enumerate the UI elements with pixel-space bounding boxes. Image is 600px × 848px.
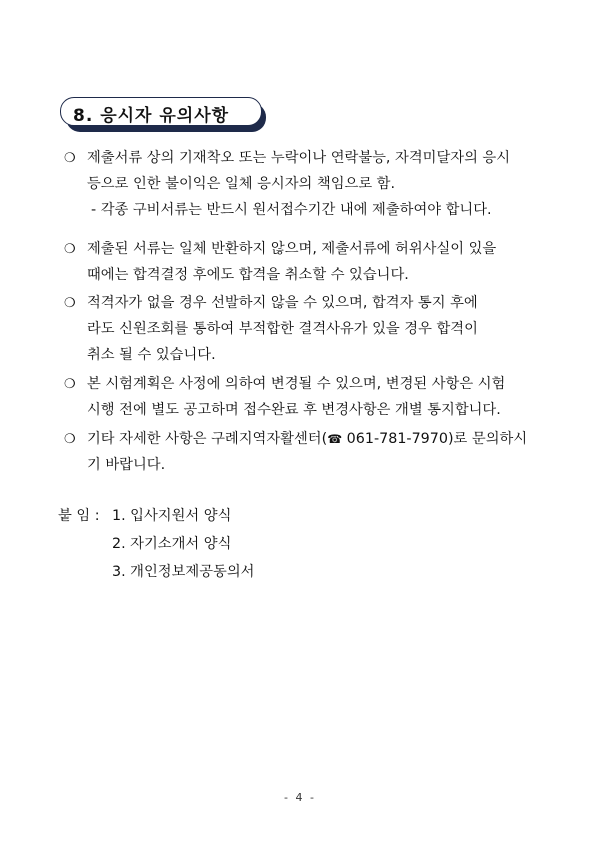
notice-item-3-line-2: 라도 신원조회를 통하여 부적합한 결격사유가 있을 경우 합격이 bbox=[87, 321, 478, 337]
bullet-icon: ❍ bbox=[64, 432, 76, 447]
notice-item-5 bbox=[64, 426, 550, 478]
notice-item-1-line-2: 등으로 인한 불이익은 일체 응시자의 책임으로 함. bbox=[87, 176, 396, 192]
bullet-icon: ❍ bbox=[64, 151, 76, 166]
phone-icon: ☎ bbox=[327, 432, 343, 446]
attachment-row-3 bbox=[58, 558, 254, 586]
section-heading-box bbox=[60, 97, 265, 130]
notice-item-2-line-1: 제출된 서류는 일체 반환하지 않으며, 제출서류에 허위사실이 있을 bbox=[87, 241, 497, 257]
attachment-item: 2. 자기소개서 양식 bbox=[112, 536, 232, 552]
notice-item-5-text-a: 기타 자세한 사항은 구례지역자활센터( bbox=[87, 431, 328, 447]
notice-item-1-line-1: 제출서류 상의 기재착오 또는 누락이나 연락불능, 자격미달자의 응시 bbox=[87, 150, 511, 166]
notice-item-1 bbox=[64, 145, 550, 223]
notice-item-2-line-2: 때에는 합격결정 후에도 합격을 취소할 수 있습니다. bbox=[87, 267, 409, 283]
notice-item-5-text-b: 061-781-7970)로 문의하시 bbox=[342, 431, 528, 447]
bullet-icon: ❍ bbox=[64, 242, 76, 257]
notice-item-4 bbox=[64, 371, 550, 423]
attachment-item: 1. 입사지원서 양식 bbox=[112, 508, 232, 524]
section-title: 8. 응시자 유의사항 bbox=[73, 106, 230, 126]
notice-item-2 bbox=[64, 236, 550, 288]
notice-item-4-line-1: 본 시험계획은 사정에 의하여 변경될 수 있으며, 변경된 사항은 시험 bbox=[87, 376, 506, 392]
bullet-icon: ❍ bbox=[64, 296, 76, 311]
attachment-item: 3. 개인정보제공동의서 bbox=[112, 564, 255, 580]
page-number: - 4 - bbox=[284, 791, 316, 804]
attachments-label: 붙 임 : bbox=[58, 508, 100, 524]
attachments bbox=[58, 502, 254, 586]
section-heading-pill bbox=[60, 97, 262, 126]
notice-item-3-line-3: 취소 될 수 있습니다. bbox=[87, 347, 216, 363]
notice-item-3-line-1: 적격자가 없을 경우 선발하지 않을 수 있으며, 합격자 통지 후에 bbox=[87, 295, 478, 311]
attachment-row-2 bbox=[58, 530, 254, 558]
notice-item-3 bbox=[64, 290, 550, 368]
notice-item-5-line-2: 기 바랍니다. bbox=[87, 457, 166, 473]
notice-item-4-line-2: 시행 전에 별도 공고하며 접수완료 후 변경사항은 개별 통지합니다. bbox=[87, 402, 501, 418]
bullet-icon: ❍ bbox=[64, 377, 76, 392]
attachment-row-1 bbox=[58, 502, 254, 530]
notice-item-1-sub: - 각종 구비서류는 반드시 원서접수기간 내에 제출하여야 합니다. bbox=[91, 202, 492, 218]
notice-item-5-line-1 bbox=[64, 426, 550, 452]
